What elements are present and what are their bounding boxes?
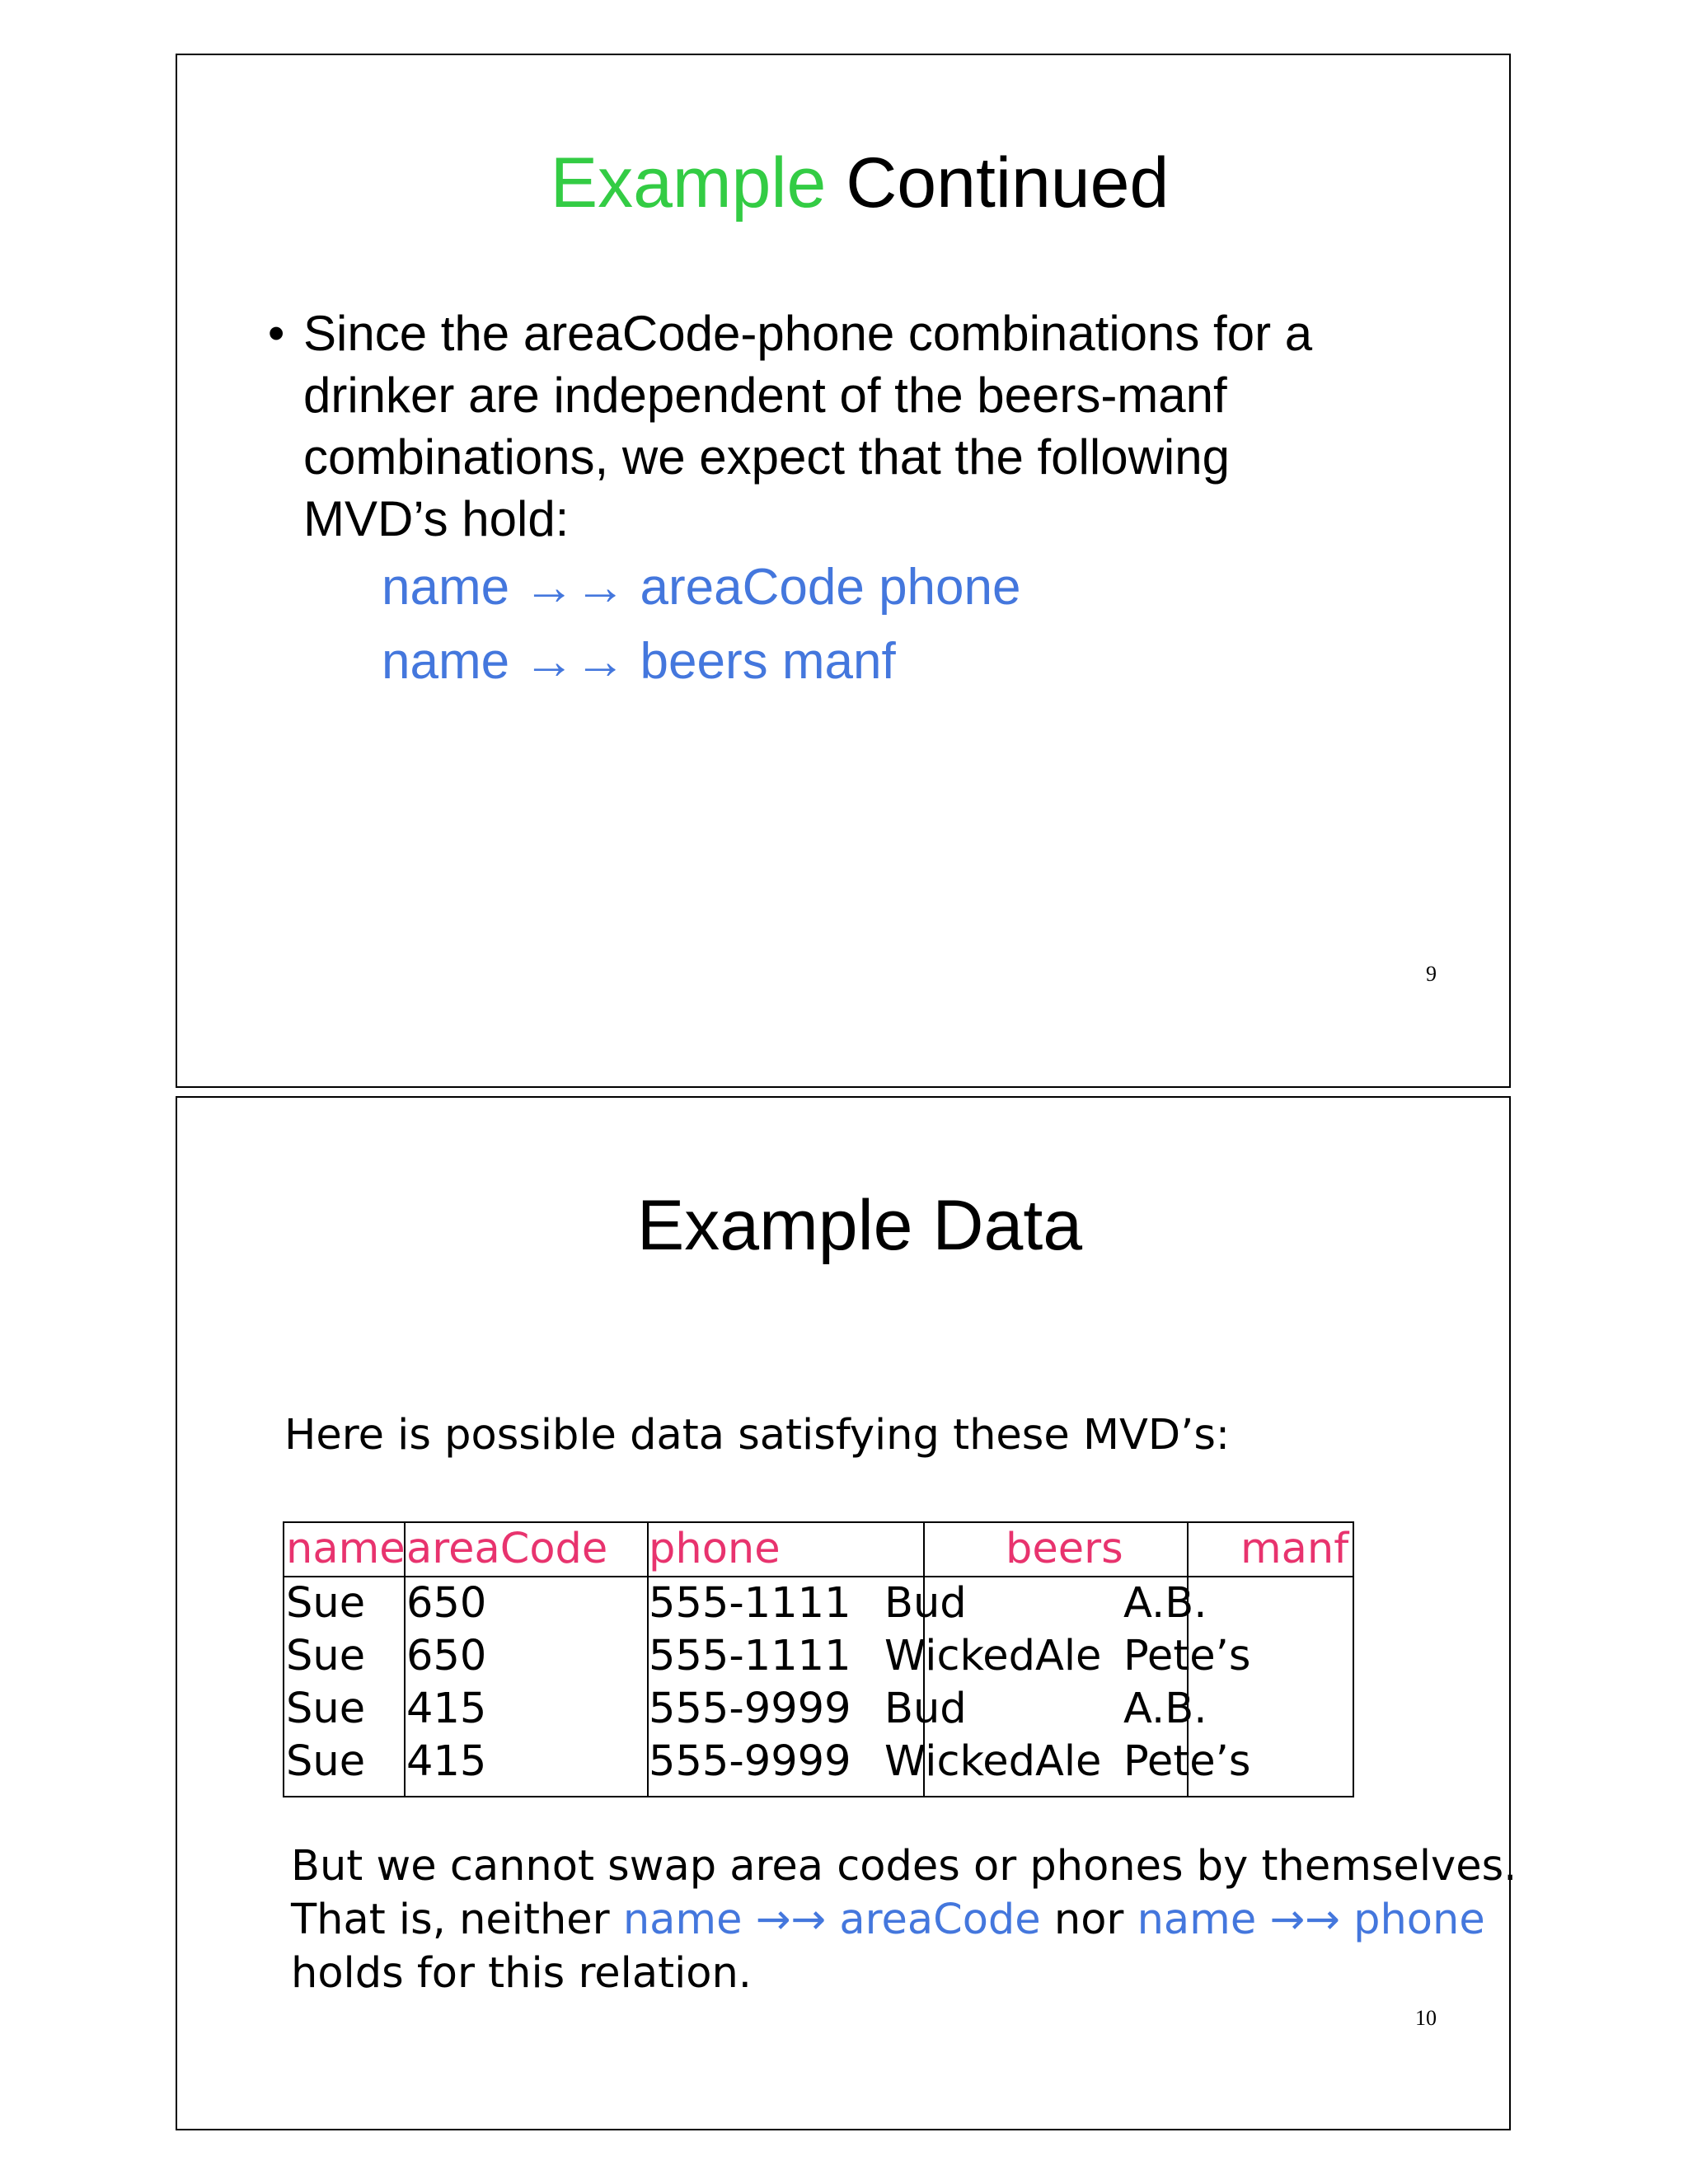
slide-title: Example Data bbox=[636, 1186, 1083, 1265]
table-cell: Sue bbox=[286, 1632, 366, 1680]
table-cell: Sue bbox=[286, 1737, 366, 1786]
bullet-line: drinker are independent of the beers-manf bbox=[303, 368, 1227, 423]
page-number: 9 bbox=[1426, 962, 1437, 986]
bullet-line: combinations, we expect that the following bbox=[303, 429, 1230, 485]
conclusion-line bbox=[291, 1893, 1517, 1947]
table-cell: 650 bbox=[406, 1632, 487, 1680]
slide-10 bbox=[176, 1096, 1517, 2130]
bullet-icon: • bbox=[268, 307, 285, 360]
column-header-name: name bbox=[286, 1525, 406, 1573]
table-cell: A.B. bbox=[1123, 1579, 1207, 1628]
table-cell: Bud bbox=[884, 1579, 967, 1628]
title-word: Continued bbox=[846, 143, 1170, 223]
table-cell: Sue bbox=[286, 1579, 366, 1628]
table-cell: Pete’s bbox=[1123, 1737, 1251, 1786]
mvd-inline: name →→ phone bbox=[1137, 1896, 1485, 1944]
bullet-text bbox=[303, 302, 1424, 550]
slide-title bbox=[194, 143, 1526, 223]
table-cell: A.B. bbox=[1123, 1685, 1207, 1733]
conclusion-line: But we cannot swap area codes or phones by themselves. bbox=[291, 1842, 1517, 1891]
mvd-statement: name →→ areaCode phone bbox=[382, 559, 1021, 616]
column-header-beers: beers bbox=[1006, 1525, 1123, 1573]
table-cell: Pete’s bbox=[1123, 1632, 1251, 1680]
bullet-line: MVD’s hold: bbox=[303, 491, 570, 546]
table-cell: Bud bbox=[884, 1685, 967, 1733]
table-cell: WickedAle bbox=[884, 1632, 1102, 1680]
conclusion-fragment: That is, neither bbox=[291, 1896, 623, 1944]
table-cell: 555-9999 bbox=[649, 1737, 851, 1786]
title-accent-word: Example bbox=[550, 143, 827, 223]
table-cell: 650 bbox=[406, 1579, 487, 1628]
table-cell: Sue bbox=[286, 1685, 366, 1733]
conclusion-line: holds for this relation. bbox=[291, 1949, 753, 1998]
table-cell: 415 bbox=[406, 1685, 487, 1733]
column-header-areacode: areaCode bbox=[406, 1525, 608, 1573]
table-cell: 555-1111 bbox=[649, 1579, 851, 1628]
column-header-phone: phone bbox=[649, 1525, 781, 1573]
conclusion-fragment: nor bbox=[1040, 1896, 1137, 1944]
slide-9 bbox=[176, 54, 1511, 1088]
table-cell: 555-1111 bbox=[649, 1632, 851, 1680]
conclusion-text bbox=[291, 1840, 1517, 2000]
mvd-statement: name →→ beers manf bbox=[382, 633, 896, 690]
table-cell: 555-9999 bbox=[649, 1685, 851, 1733]
column-header-manf: manf bbox=[1240, 1525, 1349, 1573]
mvd-inline: name →→ areaCode bbox=[622, 1896, 1041, 1944]
bullet-line: Since the areaCode-phone combinations for a bbox=[303, 306, 1313, 361]
intro-text: Here is possible data satisfying these MVD’s: bbox=[284, 1411, 1231, 1460]
table-cell: WickedAle bbox=[884, 1737, 1102, 1786]
data-table bbox=[283, 1521, 1354, 1797]
page-number: 10 bbox=[1415, 2006, 1437, 2030]
table-cell: 415 bbox=[406, 1737, 487, 1786]
